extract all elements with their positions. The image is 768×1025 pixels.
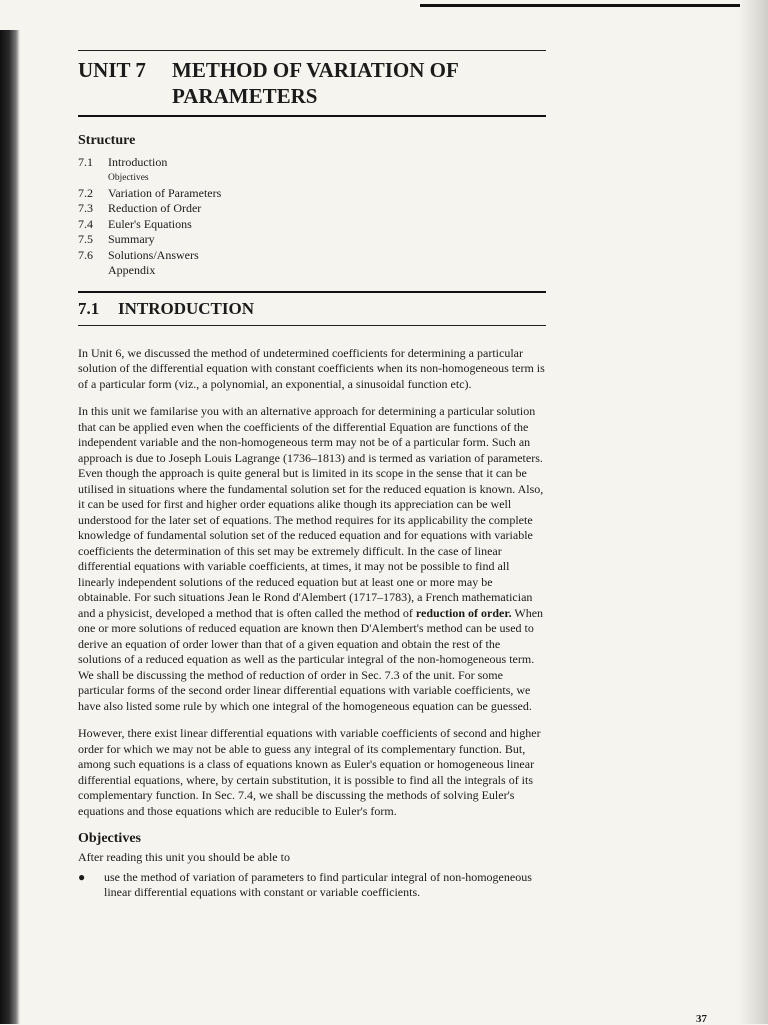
structure-list bbox=[78, 155, 546, 279]
toc-item-number: 7.3 bbox=[78, 201, 93, 215]
objective-text: use the method of variation of parameters to find particular integral of non-homogeneous linear differential equations with constant or variable coefficients. bbox=[104, 869, 532, 899]
toc-item-label: Solutions/Answers bbox=[108, 247, 199, 262]
toc-item-number bbox=[78, 263, 108, 279]
scan-edge-right bbox=[738, 0, 768, 1024]
section-heading bbox=[78, 299, 546, 319]
toc-item-number: 7.2 bbox=[78, 185, 93, 200]
objectives-intro: After reading this unit you should be able to bbox=[78, 850, 290, 864]
toc-item bbox=[78, 248, 546, 264]
section-title: INTRODUCTION bbox=[118, 298, 255, 318]
title-top-rule bbox=[78, 50, 546, 51]
unit-number: UNIT 7 bbox=[78, 58, 146, 82]
paragraph-2-part-b: When one or more solutions of reduced equation are known then D'Alembert's method can be used to derive an equation of order lower than that of a given equation and obtain the rest of the solutions of a reduced equation as well as the particular integral of the non-homogeneous term. We shall be discussing the method of reduction of order in Sec. 7.3 of the unit. For some particular forms of the second order linear differential equations with variable coefficients, we have also listed some rule by which one integral of the homogeneous equation can be guessed. bbox=[78, 605, 544, 713]
toc-item-label: Variation of Parameters bbox=[108, 185, 222, 200]
structure-heading: Structure bbox=[78, 133, 136, 148]
toc-item-number: 7.6 bbox=[78, 247, 93, 262]
unit-name bbox=[172, 57, 546, 109]
toc-item-label: Appendix bbox=[108, 263, 156, 277]
paragraph-2-part-a: In this unit we familarise you with an alternative approach for determining a particular solution that can be applied even when the coefficients of the differential Equation are functions of the independent variable and the non-homogeneous term may not be of a particular form. Such an approach is due to Joseph Louis Lagrange (1736–1813) and is termed as variation of parameters. Even though the approach is quite general but is limited in its scope in the sense that it can be utilised in situations where the fundamental solution set for the reduced equation is known. Also, it can be used for first and higher order equations alike though its appreciation can be well understood for the later set of equations. The method requires for its applicability the complete knowledge of fundamental solution set of the reduced equation and for equations with variable coefficients the determination of this set may be extremely difficult. In the case of linear differential equations with variable coefficients, at times, it may not be possible to find all linearly independent solutions of the reduced equation but at least one or more may be obtainable. For such situations Jean le Rond d'Alembert (1717–1783), a French mathematician and a physicist, developed a method that is often called the method of bbox=[78, 404, 544, 620]
objective-item bbox=[78, 870, 546, 901]
toc-item bbox=[78, 155, 546, 171]
bullet-icon: ● bbox=[78, 869, 86, 884]
toc-subitem: Objectives bbox=[108, 172, 149, 183]
section-top-rule bbox=[78, 291, 546, 293]
toc-item bbox=[78, 263, 546, 279]
toc-item-number: 7.5 bbox=[78, 232, 93, 246]
toc-item-label: Summary bbox=[108, 232, 155, 246]
toc-item-number: 7.1 bbox=[78, 155, 93, 169]
toc-item-number: 7.4 bbox=[78, 216, 93, 231]
scan-edge-left bbox=[0, 30, 20, 1024]
document-page bbox=[78, 50, 546, 901]
toc-item-label: Introduction bbox=[108, 155, 168, 169]
section-number: 7.1 bbox=[78, 298, 100, 318]
toc-item bbox=[78, 232, 546, 248]
toc-item-label: Euler's Equations bbox=[108, 216, 192, 231]
page-number: 37 bbox=[696, 1013, 707, 1025]
unit-title bbox=[78, 57, 546, 109]
toc-item-label: Reduction of Order bbox=[108, 201, 202, 215]
paragraph-2 bbox=[78, 404, 546, 714]
scan-edge-top bbox=[420, 4, 740, 7]
unit-title-line-1: METHOD OF VARIATION OF bbox=[172, 58, 459, 82]
paragraph-3: However, there exist linear differential equations with variable coefficients of second and higher order for which we may not be able to guess any integral of its complementary function. But, among such equations is a class of equations known as Euler's equation or homogeneous linear differential equations, where, by certain substitution, it is possible to find all the integrals of its complementary function. In Sec. 7.4, we shall be discussing the methods of solving Euler's equations and those equations which are reducible to Euler's form. bbox=[78, 726, 541, 818]
title-bottom-rule bbox=[78, 115, 546, 117]
toc-item bbox=[78, 201, 546, 217]
paragraph-1: In Unit 6, we discussed the method of undetermined coefficients for determining a particular solution of the differential equation with constant coefficients when its non-homogeneous term is of a particular form (viz., a polynomial, an exponential, a sinusoidal function etc). bbox=[78, 345, 545, 391]
objectives-heading: Objectives bbox=[78, 831, 141, 846]
bold-term: reduction of order. bbox=[415, 605, 512, 620]
toc-item bbox=[78, 217, 546, 233]
unit-title-line-2: PARAMETERS bbox=[172, 84, 318, 108]
toc-item bbox=[78, 186, 546, 202]
